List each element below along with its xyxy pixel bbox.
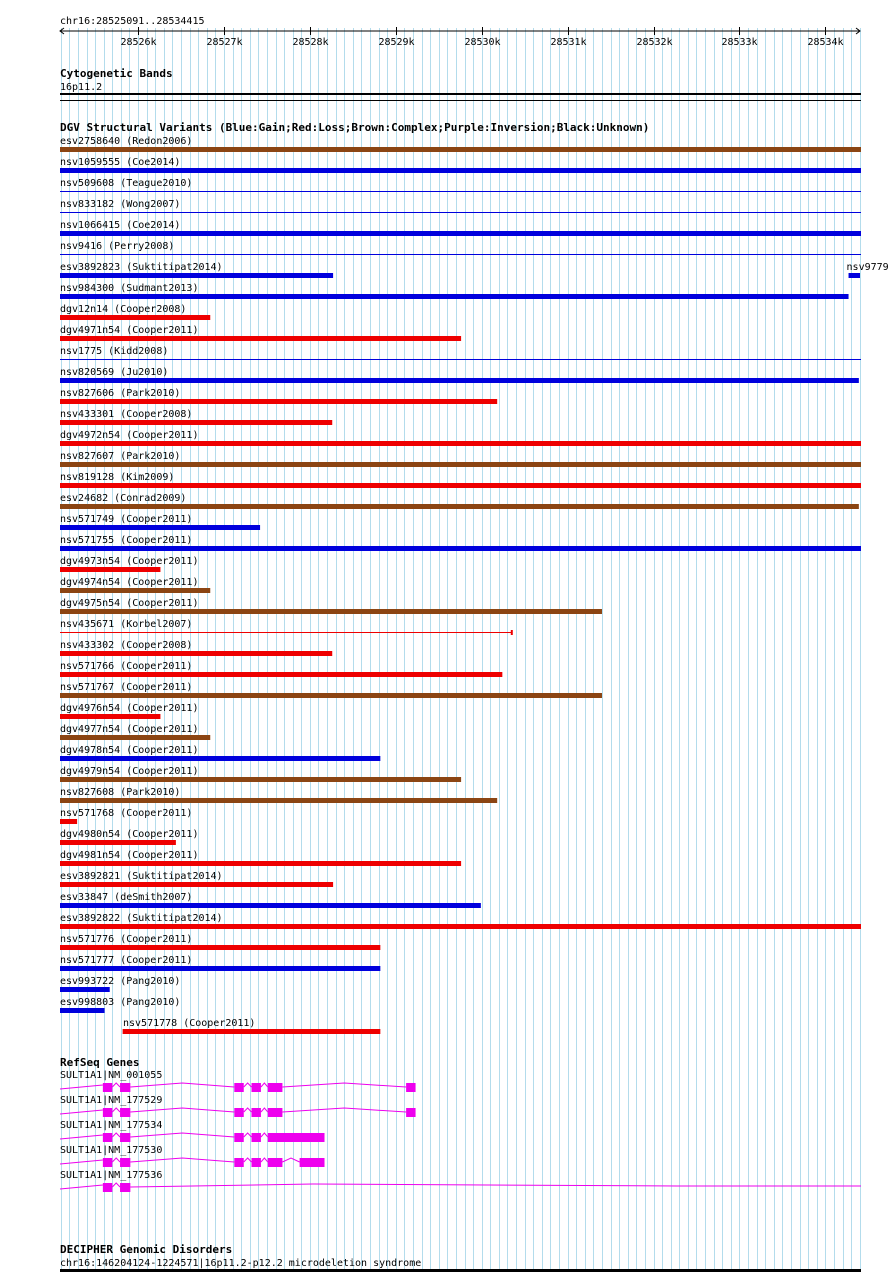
refseq-gene[interactable]	[60, 1170, 861, 1192]
dgv-variant-label: nsv571776 (Cooper2011)	[60, 934, 193, 945]
dgv-variant-bar	[60, 1008, 105, 1013]
dgv-variant-bar	[60, 441, 861, 446]
dgv-variant-label: esv3892821 (Suktitipat2014)	[60, 871, 223, 882]
gene-intron	[130, 1184, 861, 1187]
dgv-variant-label: dgv4974n54 (Cooper2011)	[60, 577, 199, 588]
dgv-variant[interactable]	[60, 661, 502, 677]
dgv-variant-label: dgv4978n54 (Cooper2011)	[60, 745, 199, 756]
refseq-gene-rows	[60, 1070, 861, 1192]
dgv-variant[interactable]	[60, 619, 513, 635]
gene-exon	[103, 1133, 112, 1142]
dgv-variant-label: nsv435671 (Korbel2007)	[60, 619, 193, 630]
cytoband-name: 16p11.2	[60, 82, 103, 93]
gene-intron	[261, 1083, 268, 1087]
dgv-variant-bar	[60, 756, 380, 761]
dgv-variant-bar	[60, 336, 461, 341]
dgv-variant-rows	[60, 136, 889, 1034]
dgv-variant-label: dgv4975n54 (Cooper2011)	[60, 598, 199, 609]
dgv-variant[interactable]	[60, 577, 210, 593]
dgv-variant-label: nsv571766 (Cooper2011)	[60, 661, 193, 672]
dgv-variant[interactable]	[60, 472, 861, 488]
gene-exon	[406, 1108, 415, 1117]
dgv-variant[interactable]	[60, 871, 333, 887]
dgv-variant-bar	[60, 861, 461, 866]
gene-intron	[60, 1160, 103, 1164]
dgv-variant-label: dgv4980n54 (Cooper2011)	[60, 829, 199, 840]
gene-intron	[112, 1108, 120, 1112]
refseq-gene[interactable]	[60, 1070, 416, 1092]
gene-intron	[112, 1183, 120, 1187]
dgv-variant-bar	[60, 714, 160, 719]
dgv-variant-label: nsv571777 (Cooper2011)	[60, 955, 193, 966]
dgv-variant-label: nsv819128 (Kim2009)	[60, 472, 175, 483]
gene-exon	[103, 1183, 112, 1192]
cytoband-track-title: Cytogenetic Bands	[60, 67, 173, 80]
gene-intron	[60, 1110, 103, 1114]
dgv-variant[interactable]	[60, 262, 333, 278]
gene-exon	[268, 1158, 283, 1167]
dgv-variant-label: nsv820569 (Ju2010)	[60, 367, 169, 378]
gene-exon	[103, 1083, 112, 1092]
dgv-variant-label: esv3892823 (Suktitipat2014)	[60, 262, 223, 273]
gene-exon	[268, 1108, 283, 1117]
dgv-variant[interactable]	[60, 934, 380, 950]
gene-exon	[234, 1133, 243, 1142]
dgv-variant-label: nsv509608 (Teague2010)	[60, 178, 193, 189]
dgv-variant-bar	[60, 378, 859, 383]
dgv-variant-bar	[60, 819, 77, 824]
dgv-variant-label: esv993722 (Pang2010)	[60, 976, 181, 987]
dgv-variant[interactable]	[60, 976, 180, 992]
dgv-variant-bar	[849, 273, 860, 278]
decipher-entry-label: chr16:146204124-1224571|16p11.2-p12.2 microdeletion syndrome	[60, 1258, 422, 1269]
dgv-variant-label: nsv1066415 (Coe2014)	[60, 220, 181, 231]
dgv-variant[interactable]	[60, 430, 861, 446]
dgv-variant-bar	[60, 504, 859, 509]
dgv-variant-bar	[60, 231, 861, 236]
gene-label: SULT1A1|NM_001055	[60, 1070, 163, 1081]
dgv-variant-bar	[60, 147, 861, 152]
dgv-variant-bar	[123, 1029, 381, 1034]
dgv-variant-label: nsv827608 (Park2010)	[60, 787, 181, 798]
dgv-variant[interactable]	[60, 598, 602, 614]
decipher-track-title: DECIPHER Genomic Disorders	[60, 1243, 233, 1256]
dgv-variant[interactable]	[60, 850, 461, 866]
dgv-variant-label: nsv827606 (Park2010)	[60, 388, 181, 399]
dgv-variant-bar	[60, 191, 861, 192]
dgv-variant[interactable]	[60, 199, 861, 213]
dgv-variant-label: esv998803 (Pang2010)	[60, 997, 181, 1008]
dgv-variant-label: nsv1059555 (Coe2014)	[60, 157, 181, 168]
dgv-variant[interactable]	[60, 745, 380, 761]
decipher-track	[60, 1243, 861, 1272]
dgv-variant-label: dgv4979n54 (Cooper2011)	[60, 766, 199, 777]
dgv-variant-bar	[60, 420, 332, 425]
dgv-variant[interactable]	[60, 556, 198, 572]
dgv-variant-label: dgv4977n54 (Cooper2011)	[60, 724, 199, 735]
gene-exon	[120, 1083, 130, 1092]
dgv-variant-label: esv2758640 (Redon2006)	[60, 136, 193, 147]
ruler-track	[60, 16, 860, 48]
dgv-variant-bar	[60, 987, 110, 992]
dgv-variant-label: dgv4976n54 (Cooper2011)	[60, 703, 199, 714]
dgv-variant[interactable]	[60, 346, 861, 360]
gene-intron	[112, 1158, 120, 1162]
dgv-variant-label: nsv571767 (Cooper2011)	[60, 682, 193, 693]
gene-exon	[406, 1083, 415, 1092]
dgv-variant-bar	[60, 945, 380, 950]
gene-intron	[130, 1108, 234, 1112]
dgv-track-title: DGV Structural Variants (Blue:Gain;Red:Loss;Brown:Complex;Purple:Inversion;Black:Unknown)	[60, 121, 650, 134]
gene-exon	[234, 1108, 243, 1117]
dgv-variant[interactable]	[60, 514, 260, 530]
dgv-variant-label: dgv4971n54 (Cooper2011)	[60, 325, 199, 336]
track-separator	[60, 100, 861, 101]
ruler-tick-label: 28534k	[807, 37, 844, 48]
dgv-variant[interactable]	[60, 136, 861, 152]
dgv-variant-bar	[60, 632, 512, 633]
dgv-variant-label: nsv571755 (Cooper2011)	[60, 535, 193, 546]
gene-exon	[103, 1108, 112, 1117]
dgv-variant-bar	[60, 399, 497, 404]
dgv-variant[interactable]	[60, 241, 861, 255]
gene-intron	[130, 1083, 234, 1087]
dgv-variant[interactable]	[60, 157, 861, 173]
refseq-track-title: RefSeq Genes	[60, 1056, 140, 1069]
gene-exon	[251, 1083, 260, 1092]
ruler-tick-label: 28526k	[120, 37, 157, 48]
dgv-variant[interactable]	[60, 766, 461, 782]
gene-exon	[120, 1183, 130, 1192]
dgv-variant[interactable]	[60, 682, 602, 698]
dgv-variant-bar	[60, 672, 502, 677]
dgv-variant-bar	[60, 735, 210, 740]
gene-exon	[251, 1108, 260, 1117]
dgv-variant[interactable]	[60, 535, 861, 551]
dgv-variant[interactable]	[60, 724, 210, 740]
dgv-variant-bar	[60, 693, 602, 698]
dgv-variant-bar	[60, 483, 861, 488]
gene-intron	[261, 1158, 268, 1162]
gene-intron	[130, 1158, 234, 1162]
dgv-variant-bar	[60, 273, 333, 278]
dgv-variant[interactable]	[60, 892, 481, 908]
gene-exon	[251, 1158, 260, 1167]
dgv-variant-bar	[60, 777, 461, 782]
gene-intron	[60, 1185, 103, 1189]
dgv-variant-label: nsv9779	[846, 262, 889, 273]
gene-label: SULT1A1|NM_177536	[60, 1170, 163, 1181]
dgv-variant-bar	[60, 798, 497, 803]
dgv-variant-bar	[60, 294, 849, 299]
dgv-variant-label: nsv827607 (Park2010)	[60, 451, 181, 462]
ruler-tick-label: 28527k	[206, 37, 243, 48]
dgv-variant[interactable]	[60, 997, 180, 1013]
dgv-variant[interactable]	[60, 913, 861, 929]
gene-exon	[103, 1158, 112, 1167]
gene-exon	[234, 1158, 243, 1167]
dgv-variant-bar	[60, 359, 861, 360]
dgv-variant[interactable]	[60, 451, 861, 467]
dgv-variant-bar	[60, 609, 602, 614]
dgv-variant-label: dgv12n14 (Cooper2008)	[60, 304, 187, 315]
ruler-tick-label: 28533k	[721, 37, 758, 48]
dgv-variant-label: nsv833182 (Wong2007)	[60, 199, 181, 210]
dgv-variant-label: nsv571749 (Cooper2011)	[60, 514, 193, 525]
dgv-variant[interactable]	[123, 1018, 381, 1034]
gene-exon	[268, 1083, 283, 1092]
gene-intron	[60, 1085, 103, 1089]
dgv-variant-bar	[60, 254, 861, 255]
gene-exon	[120, 1158, 130, 1167]
ruler-tick-label: 28529k	[378, 37, 415, 48]
gene-label: SULT1A1|NM_177530	[60, 1145, 163, 1156]
dgv-variant[interactable]	[60, 409, 332, 425]
dgv-variant[interactable]	[60, 283, 849, 299]
dgv-variant-bar	[60, 546, 861, 551]
dgv-variant-bar	[60, 168, 861, 173]
dgv-track	[60, 121, 889, 1034]
dgv-variant[interactable]	[60, 220, 861, 236]
dgv-variant[interactable]	[60, 388, 497, 404]
dgv-variant-label: nsv571768 (Cooper2011)	[60, 808, 193, 819]
ruler-tick-label: 28530k	[464, 37, 501, 48]
dgv-variant-label: nsv571778 (Cooper2011)	[123, 1018, 256, 1029]
dgv-variant-bar	[60, 588, 210, 593]
dgv-variant-label: nsv1775 (Kidd2008)	[60, 346, 169, 357]
dgv-variant-label: dgv4972n54 (Cooper2011)	[60, 430, 199, 441]
ruler-tick-label: 28528k	[292, 37, 329, 48]
dgv-variant-bar	[60, 903, 481, 908]
dgv-variant-label: esv24682 (Conrad2009)	[60, 493, 187, 504]
dgv-variant-label: dgv4973n54 (Cooper2011)	[60, 556, 199, 567]
gene-intron	[130, 1133, 234, 1137]
dgv-variant-label: nsv9416 (Perry2008)	[60, 241, 175, 252]
gene-exon	[251, 1133, 260, 1142]
dgv-variant-bar	[60, 966, 380, 971]
dgv-variant-label: dgv4981n54 (Cooper2011)	[60, 850, 199, 861]
dgv-variant[interactable]	[60, 304, 210, 320]
gene-intron	[112, 1133, 120, 1137]
refseq-track	[60, 1056, 861, 1192]
cytoband-bar	[60, 93, 861, 95]
dgv-variant-bar	[60, 840, 176, 845]
gene-intron	[261, 1108, 268, 1112]
dgv-variant[interactable]	[60, 178, 861, 192]
dgv-variant-bar	[60, 924, 861, 929]
gene-exon	[300, 1158, 325, 1167]
gene-exon	[234, 1083, 243, 1092]
decipher-entry-bar	[60, 1269, 861, 1272]
dgv-variant[interactable]	[60, 955, 380, 971]
refseq-gene[interactable]	[60, 1095, 416, 1117]
ruler-ticks	[120, 27, 843, 48]
gene-exon	[120, 1108, 130, 1117]
dgv-variant-bar	[60, 882, 333, 887]
gene-intron	[112, 1083, 120, 1087]
dgv-variant-bar	[60, 212, 861, 213]
cytoband-track	[60, 67, 861, 101]
dgv-variant[interactable]	[60, 703, 198, 719]
dgv-variant-bar	[60, 651, 332, 656]
dgv-variant[interactable]	[60, 787, 497, 803]
dgv-variant-bar	[60, 462, 861, 467]
gene-exon	[120, 1133, 130, 1142]
dgv-variant[interactable]	[60, 325, 461, 341]
dgv-variant[interactable]	[60, 640, 332, 656]
gene-label: SULT1A1|NM_177534	[60, 1120, 163, 1131]
gene-label: SULT1A1|NM_177529	[60, 1095, 163, 1106]
ruler-tick-label: 28532k	[636, 37, 673, 48]
dgv-variant-label: nsv433302 (Cooper2008)	[60, 640, 193, 651]
gene-intron	[261, 1133, 268, 1137]
dgv-variant-label: esv33847 (deSmith2007)	[60, 892, 193, 903]
dgv-variant-bar	[60, 525, 260, 530]
ruler-tick-label: 28531k	[550, 37, 587, 48]
dgv-variant-bar	[60, 567, 160, 572]
dgv-variant-end-tick	[511, 630, 513, 635]
dgv-variant-bar	[60, 315, 210, 320]
dgv-variant-label: esv3892822 (Suktitipat2014)	[60, 913, 223, 924]
dgv-variant-label: nsv433301 (Cooper2008)	[60, 409, 193, 420]
gene-intron	[60, 1135, 103, 1139]
dgv-variant[interactable]	[60, 829, 198, 845]
gene-exon	[268, 1133, 325, 1142]
dgv-variant[interactable]	[847, 262, 889, 278]
ruler-location: chr16:28525091..28534415	[60, 16, 205, 27]
dgv-variant-label: nsv984300 (Sudmant2013)	[60, 283, 199, 294]
